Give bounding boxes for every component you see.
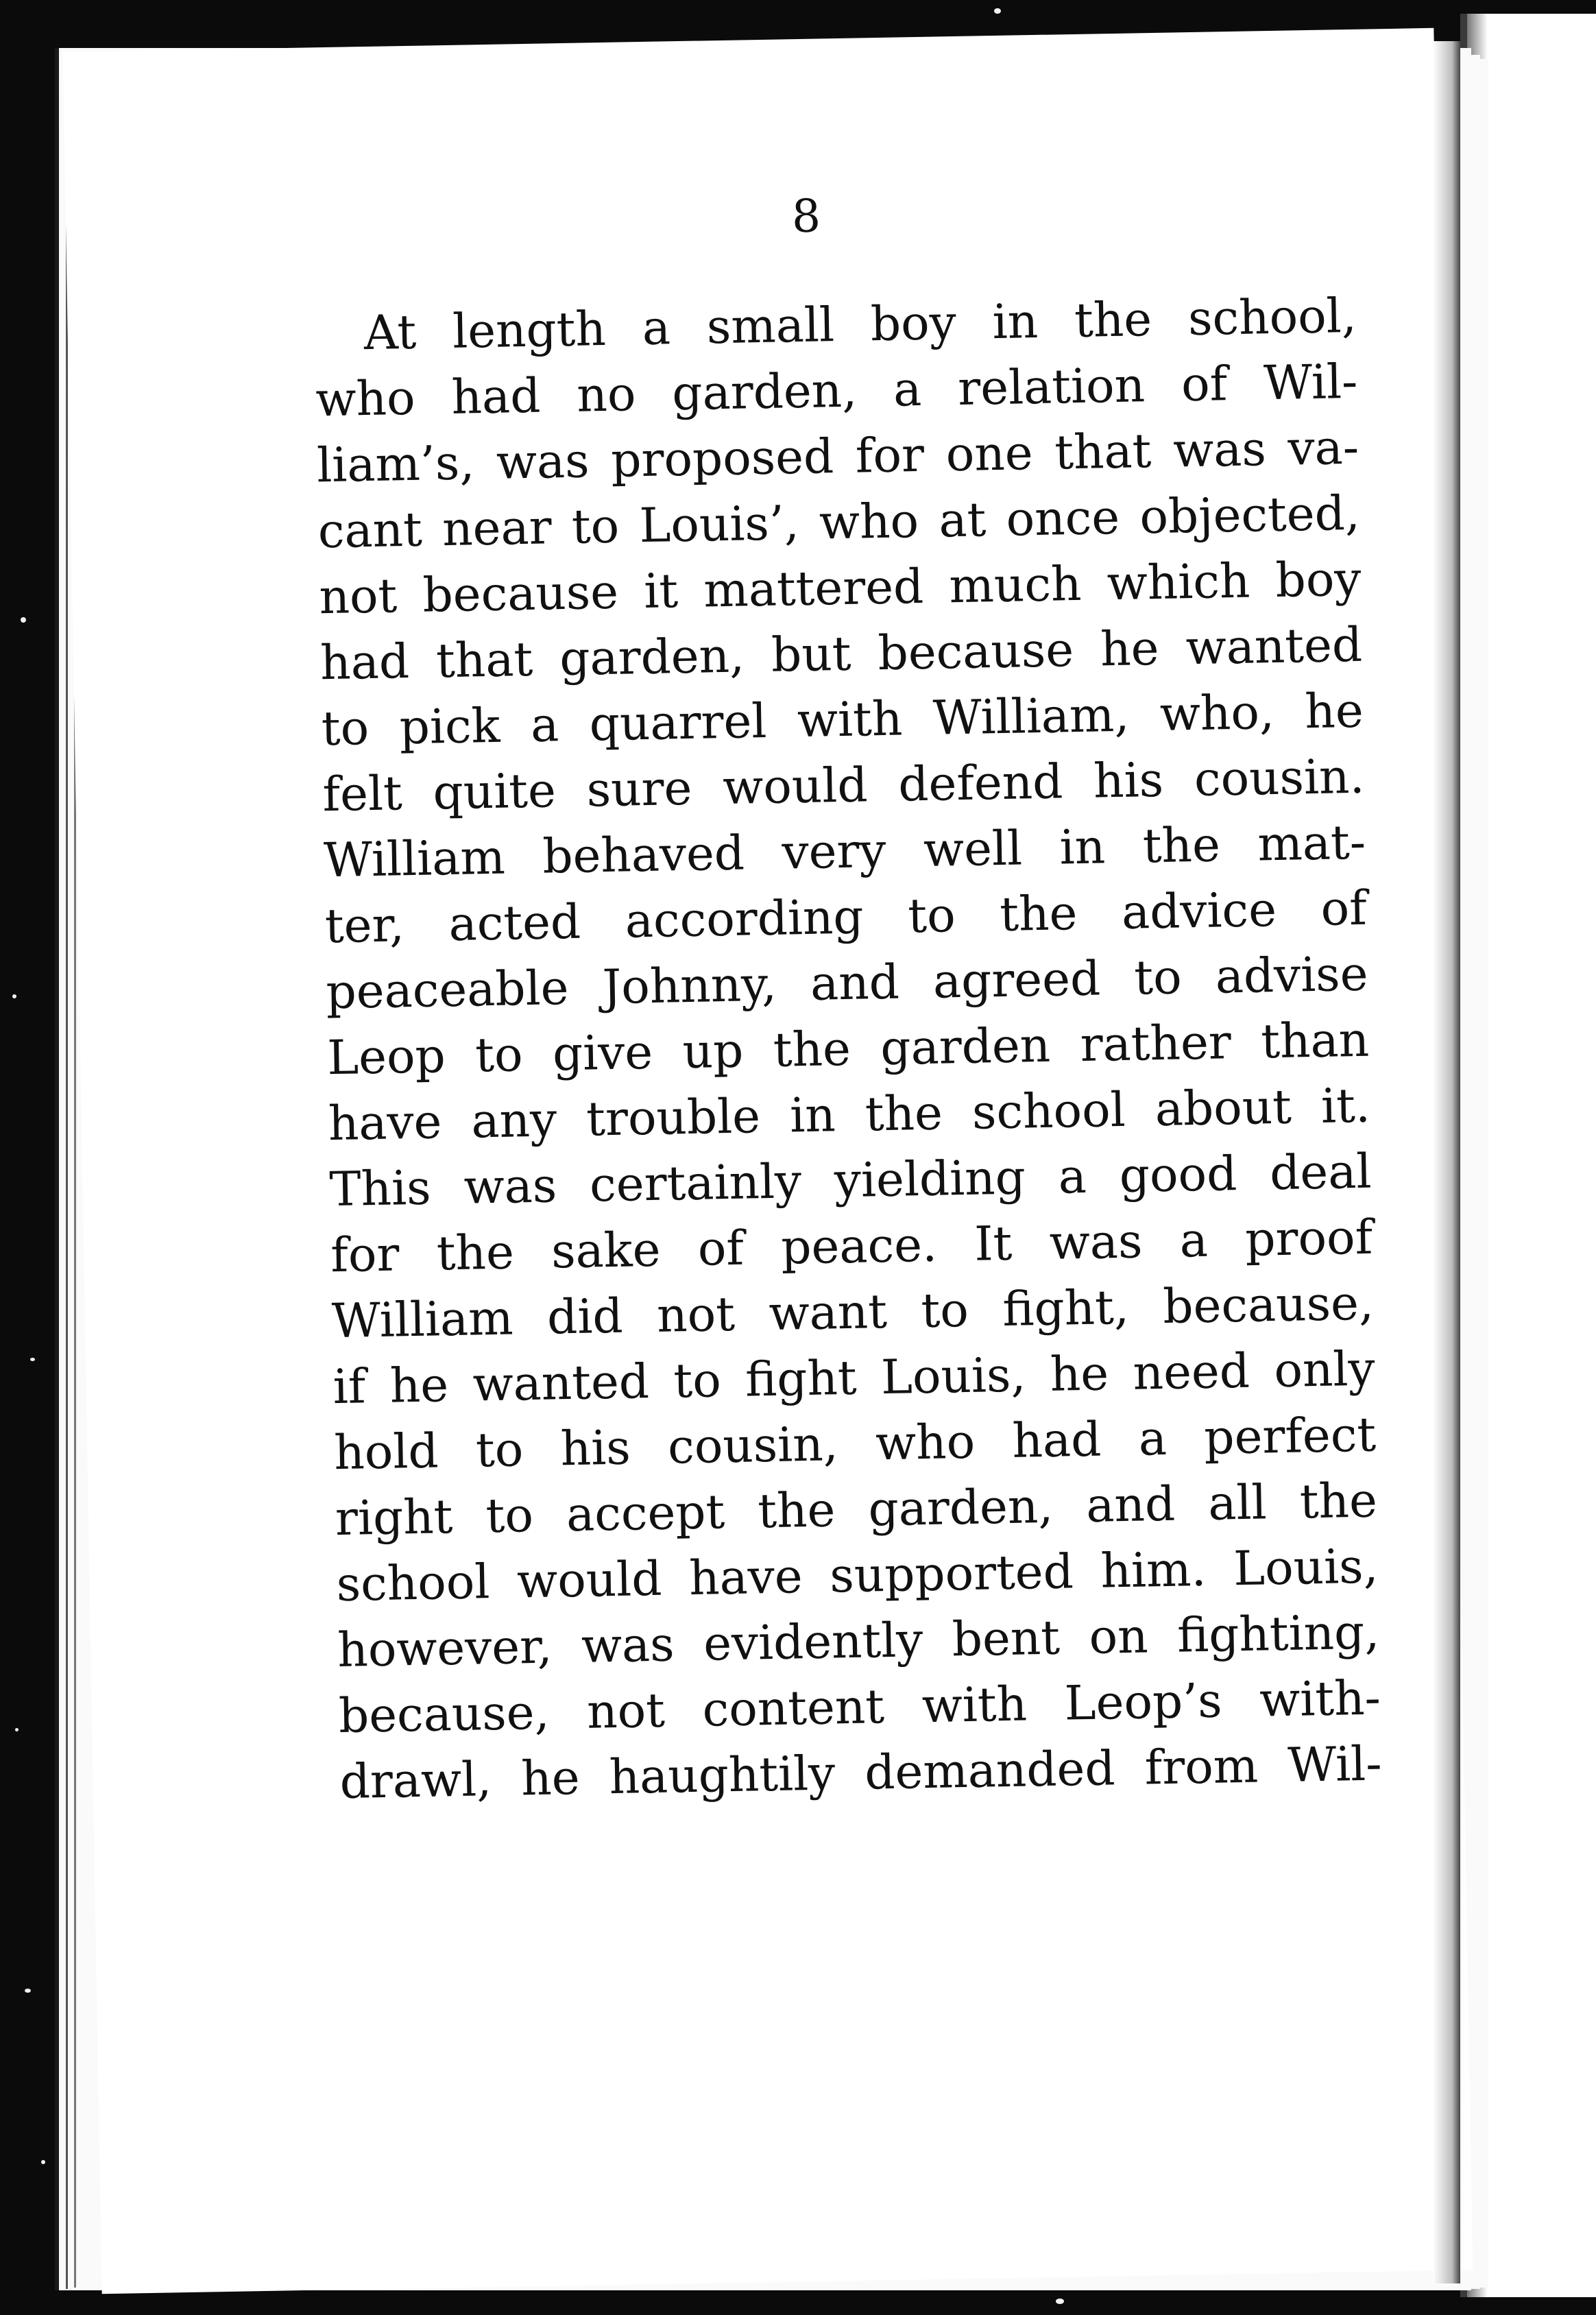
text-line: who had no garden, a relation of Wil-	[315, 354, 1358, 428]
text-line: to pick a quarrel with William, who, he	[321, 683, 1364, 757]
text-line: if he wanted to fight Louis, he need only	[332, 1341, 1376, 1415]
text-line: peaceable Johnny, and agreed to advise	[325, 946, 1369, 1020]
scan-speck	[15, 1728, 19, 1731]
text-line: William did not want to fight, because,	[331, 1275, 1375, 1350]
page-fold-shadow	[1433, 41, 1460, 2283]
text-line: Leop to give up the garden rather than	[326, 1012, 1370, 1086]
book-page	[63, 28, 1473, 2294]
text-line: have any trouble in the school about it.	[328, 1078, 1371, 1152]
text-line: felt quite sure would defend his cousin.	[322, 749, 1366, 823]
text-line: because, not content with Leop’s with-	[338, 1670, 1381, 1744]
body-text	[314, 283, 1382, 1815]
scan-speck	[30, 1358, 35, 1361]
text-line: William behaved very well in the mat-	[323, 815, 1366, 889]
text-line: for the sake of peace. It was a proof	[330, 1210, 1373, 1284]
text-line: school would have supported him. Louis,	[335, 1539, 1379, 1613]
scan-speck	[21, 617, 26, 623]
text-line: drawl, he haughtily demanded from Wil-	[339, 1736, 1383, 1810]
scan-speck	[1056, 2299, 1064, 2304]
text-line: right to accept the garden, and all the	[335, 1473, 1378, 1547]
page-number: 8	[791, 189, 821, 243]
scan-speck	[994, 8, 1001, 14]
text-line: had that garden, but because he wanted	[319, 617, 1363, 691]
scan-speck	[41, 2160, 45, 2164]
text-line: not because it mattered much which boy	[318, 551, 1362, 625]
text-line: ter, acted according to the advice of	[324, 880, 1368, 955]
text-line: At length a small boy in the school,	[363, 288, 1357, 361]
text-line: however, was evidently bent on fighting,	[337, 1605, 1380, 1679]
text-line: cant near to Louis’, who at once objected,	[317, 485, 1361, 560]
text-line: This was certainly yielding a good deal	[328, 1144, 1373, 1218]
scan-speck	[25, 1989, 31, 1993]
text-line: hold to his cousin, who had a perfect	[333, 1407, 1377, 1481]
scan-speck	[12, 994, 16, 998]
text-line: liam’s, was proposed for one that was va-	[316, 420, 1359, 494]
